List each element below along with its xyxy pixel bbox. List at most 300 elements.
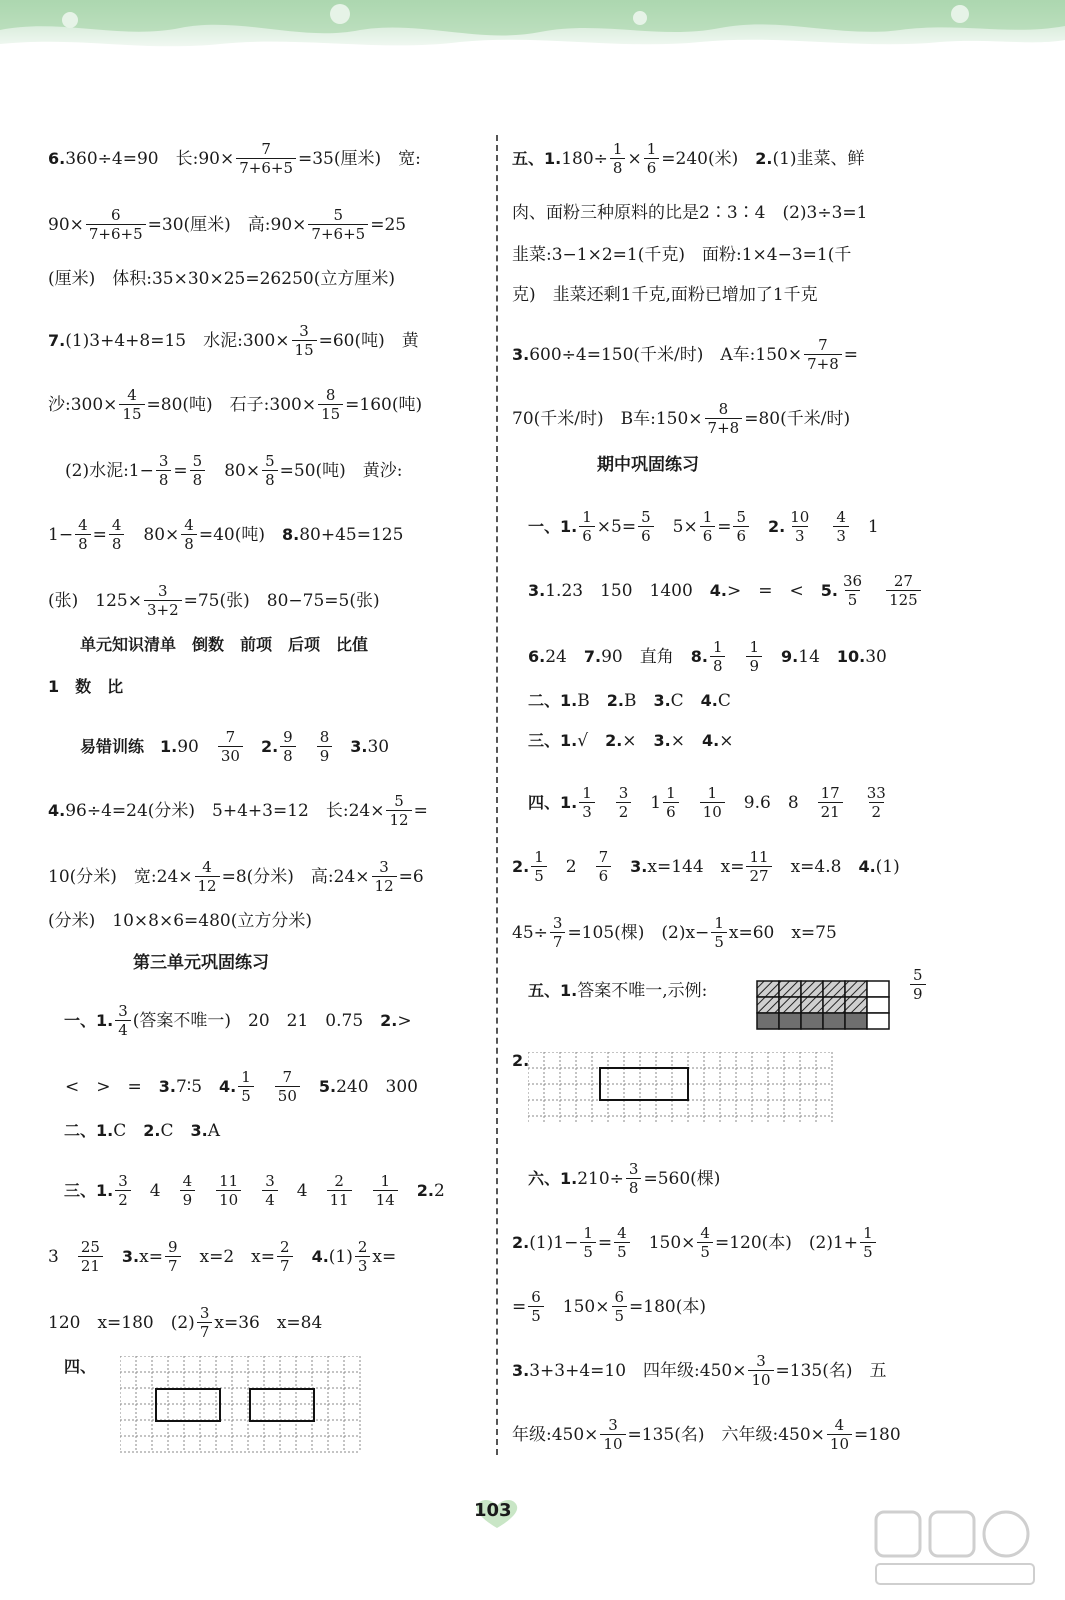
answer-line [512, 1288, 706, 1325]
fraction [144, 582, 182, 619]
answer-text: 150× [545, 1296, 610, 1317]
fraction-numerator: 4 [184, 516, 194, 534]
fraction-denominator: 2 [869, 802, 885, 821]
fraction-denominator: 7+8 [705, 418, 743, 437]
fraction-denominator: 21 [78, 1256, 103, 1275]
fraction [596, 848, 612, 885]
fraction [373, 1172, 398, 1209]
question-number: 7. [48, 330, 66, 350]
fraction-numerator: 3 [158, 582, 168, 600]
fraction-numerator: 1 [702, 508, 713, 526]
answer-text: 年级:450× [512, 1424, 599, 1445]
fraction-denominator: 10 [748, 1370, 773, 1389]
fraction-numerator: 3 [618, 784, 629, 802]
answer-text: = [173, 460, 188, 481]
question-number: 2. [512, 856, 530, 876]
fraction-numerator: 1 [714, 914, 724, 932]
fraction-denominator: 3 [833, 526, 849, 545]
answer-line [512, 1224, 878, 1261]
answer-text: 24 [545, 646, 584, 667]
question-number: 四、 [48, 1357, 97, 1376]
question-number: 二、1. [512, 691, 578, 710]
grid-cell [801, 1013, 823, 1029]
answer-text: 90 直角 [601, 646, 691, 667]
answer-text [243, 1180, 260, 1202]
answer-text: 96÷4=24(分米) 5+4+3=12 长:24× [65, 800, 385, 821]
fraction [787, 508, 812, 545]
answer-text: =75(张) 80−75=5(张) [183, 590, 380, 611]
answer-text: C [113, 1121, 144, 1141]
fraction-denominator: 30 [218, 746, 243, 765]
question-number: 4. [702, 731, 720, 750]
answer-text: =30(厘米) 高:90× [147, 214, 307, 235]
question-number: 三、1. [48, 1180, 114, 1200]
question-number: 4. [219, 1076, 237, 1096]
fraction-numerator: 5 [333, 206, 344, 224]
fraction [165, 1238, 181, 1275]
fraction-numerator: 3 [265, 1172, 275, 1190]
answer-text: > [397, 1010, 412, 1031]
fraction [292, 322, 317, 359]
question-number: 3. [512, 1360, 530, 1380]
answer-text: × [622, 731, 654, 751]
answer-line [48, 1238, 396, 1275]
fraction-denominator: 9 [180, 1190, 196, 1209]
fraction-denominator: 7+6+5 [86, 224, 146, 243]
fraction-denominator: 8 [610, 158, 626, 177]
answer-text: 80× [126, 524, 180, 545]
fraction-denominator: 15 [119, 404, 144, 423]
rectangle-shape-1 [156, 1389, 220, 1421]
answer-text: (张) 125× [48, 590, 142, 611]
question-number: 8. [281, 524, 300, 544]
question-number: 10. [836, 646, 866, 666]
fraction-numerator: 4 [834, 1416, 845, 1434]
answer-text: 30 [367, 736, 390, 757]
answer-line [48, 140, 421, 177]
shaded-fraction-answer [908, 966, 928, 1003]
question-number: 一、1. [48, 1010, 114, 1030]
answer-line [48, 676, 123, 698]
fraction-numerator: 7 [225, 728, 236, 746]
fraction-denominator: 6 [596, 866, 612, 885]
answer-text: 210÷ [577, 1168, 624, 1189]
answer-text: =560(棵) [643, 1168, 721, 1189]
question-number: 4. [700, 691, 718, 710]
answer-line [48, 1304, 322, 1341]
answer-text: > = < [727, 580, 821, 601]
answer-text: x=144 x= [647, 856, 745, 877]
answer-text: = [597, 1232, 613, 1253]
fraction-denominator: 3 [579, 802, 595, 821]
answer-line [512, 690, 731, 712]
answer-line [512, 400, 850, 437]
fraction [746, 848, 771, 885]
grid-cell [779, 981, 801, 997]
answer-text [845, 792, 862, 814]
fraction-denominator: 6 [644, 158, 660, 177]
answer-text: =135(名) 六年级:450× [627, 1424, 825, 1445]
fraction [579, 784, 595, 821]
fraction-denominator: 8 [75, 534, 91, 553]
fraction [550, 914, 566, 951]
fraction [277, 1238, 293, 1275]
fraction [275, 1068, 300, 1105]
fraction-numerator: 6 [111, 206, 121, 224]
fraction-numerator: 8 [718, 400, 729, 418]
answer-line [48, 728, 389, 765]
fraction-denominator: 12 [195, 876, 220, 895]
question-number: 3. [334, 736, 368, 756]
answer-text: x=4.8 [773, 856, 859, 877]
answer-text: 5× [655, 516, 698, 537]
answer-text: 600÷4=150(千米/时) A车:150× [529, 344, 803, 365]
answer-text: = [413, 800, 428, 821]
fraction-numerator: 2 [357, 1238, 368, 1256]
answer-line [48, 582, 380, 619]
fraction-numerator: 7 [818, 336, 828, 354]
fraction [700, 784, 725, 821]
fraction [355, 1238, 371, 1275]
answer-text: 1.23 150 1400 [545, 580, 710, 601]
fraction-numerator: 11 [749, 848, 769, 866]
fraction-denominator: 5 [580, 1242, 596, 1261]
fraction-numerator: 3 [199, 1304, 210, 1322]
fraction-denominator: 5 [531, 866, 547, 885]
question-number: 二、1. [48, 1121, 114, 1140]
answer-line [48, 1172, 445, 1209]
answer-line [512, 284, 818, 306]
fraction-denominator: 12 [372, 876, 397, 895]
fraction [711, 914, 727, 951]
fraction [528, 1288, 544, 1325]
answer-text: C [160, 1121, 191, 1141]
question-number: 3. [630, 856, 648, 876]
fraction-numerator: 1 [534, 848, 544, 866]
fraction-numerator: 36 [842, 572, 863, 590]
answer-text: (1)1− [529, 1232, 579, 1253]
answer-text: 180÷ [561, 148, 608, 169]
answer-line [48, 268, 395, 290]
fraction-denominator: 2 [616, 802, 632, 821]
fraction-numerator: 27 [893, 572, 913, 590]
answer-line [512, 572, 923, 609]
answer-text: 80+45=125 [299, 524, 404, 545]
fraction-numerator: 2 [334, 1172, 344, 1190]
answer-text: x=60 x=75 [728, 922, 837, 943]
answer-text: = [843, 344, 859, 365]
fraction-denominator: 8 [262, 470, 278, 489]
fraction [86, 206, 146, 243]
question-number: 3. [653, 731, 671, 750]
answer-line [48, 858, 424, 895]
answer-text: (1) [875, 856, 900, 877]
answer-line [48, 206, 406, 243]
answer-line [48, 1356, 96, 1378]
fraction-denominator: 12 [386, 810, 411, 829]
fraction-denominator: 7 [277, 1256, 293, 1275]
fraction-numerator: 2 [280, 1238, 290, 1256]
fraction [612, 1288, 628, 1325]
fraction-numerator: 5 [641, 508, 651, 526]
grid-figure-rectangles [120, 1356, 366, 1454]
question-number: 9. [781, 646, 799, 666]
answer-line [512, 638, 887, 675]
answer-text: 韭菜:3−1×2=1(千克) 面粉:1×4−3=1(千 [512, 245, 852, 265]
answer-text: 沙:300× [48, 394, 118, 415]
answer-line [48, 386, 422, 423]
grid-cell [757, 1013, 779, 1029]
answer-text: 150× [631, 1232, 696, 1253]
fraction-denominator: 6 [579, 526, 595, 545]
answer-line [512, 1050, 529, 1072]
answer-text: (1)3+4+8=15 水泥:300× [65, 330, 290, 351]
fraction-numerator: 4 [127, 386, 137, 404]
question-number: 四、1. [512, 792, 578, 812]
fraction-denominator: 10 [827, 1434, 852, 1453]
fraction-numerator: 8 [319, 728, 330, 746]
fraction-denominator: 9 [746, 656, 762, 675]
fraction [804, 336, 842, 373]
question-number: 8. [690, 646, 708, 666]
fraction-numerator: 1 [863, 1224, 873, 1242]
question-number: 2. [143, 1121, 161, 1140]
page-number: 103 [474, 1500, 512, 1521]
answer-text: =80(千米/时) [744, 408, 851, 429]
answer-line [512, 784, 891, 821]
answer-text: (2)水泥:1− [48, 460, 154, 481]
fraction: $\frac{5}{9}$ [910, 966, 926, 1003]
top-banner-decoration [0, 0, 1065, 60]
fraction-denominator: 10 [700, 802, 725, 821]
grid-cell [757, 997, 779, 1013]
answer-text: 120 x=180 (2) [48, 1312, 195, 1333]
fraction-numerator: 1 [666, 784, 676, 802]
fraction-denominator: 7 [550, 932, 566, 951]
answer-text [764, 646, 781, 668]
grid-cell [845, 1013, 867, 1029]
question-number: 2. [380, 1010, 398, 1030]
question-number: 4. [311, 1246, 329, 1266]
fraction-denominator: 8 [280, 746, 296, 765]
answer-text: 80× [207, 460, 261, 481]
grid-cell [867, 997, 889, 1013]
grid-cell [757, 981, 779, 997]
answer-line [512, 508, 879, 545]
answer-text: = [717, 516, 732, 537]
fraction-denominator: 2 [115, 1190, 131, 1209]
watermark-logo [872, 1508, 1037, 1588]
fraction-numerator: 1 [712, 638, 723, 656]
fraction [827, 1416, 852, 1453]
answer-text: B [577, 691, 607, 711]
question-number: 6. [512, 646, 546, 666]
answer-text: 240 300 [336, 1076, 418, 1097]
fraction-numerator: 7 [282, 1068, 293, 1086]
grid-cell [823, 997, 845, 1013]
fraction [864, 784, 889, 821]
answer-text: 10(分米) 宽:24× [48, 866, 193, 887]
rectangle-shape-2 [250, 1389, 314, 1421]
question-number: 2. [416, 1180, 435, 1200]
answer-line [512, 336, 858, 373]
grid-cell [801, 981, 823, 997]
answer-text: =50(吨) 黄沙: [279, 460, 403, 481]
answer-text: 14 [798, 646, 837, 667]
question-number: 单元知识清单 倒数 前项 后项 比值 [48, 635, 369, 654]
fraction [600, 1416, 625, 1453]
answer-text [681, 792, 698, 814]
fraction [75, 516, 91, 553]
fraction [156, 452, 172, 489]
answer-text: < > = [48, 1076, 159, 1097]
fraction [280, 728, 296, 765]
fraction-numerator: 17 [820, 784, 840, 802]
answer-text: (答案不唯一) 20 21 0.75 [132, 1010, 381, 1031]
answer-text: =6 [398, 866, 424, 887]
fraction [614, 1224, 630, 1261]
fraction-denominator: 4 [115, 1020, 131, 1039]
fraction-numerator: 5 [394, 792, 404, 810]
fraction-numerator: 4 [202, 858, 212, 876]
fraction-numerator: 7 [598, 848, 609, 866]
answer-text: =25 [370, 214, 407, 235]
fraction [531, 848, 547, 885]
fraction [115, 1002, 131, 1039]
answer-text: =35(厘米) 宽: [298, 148, 421, 169]
answer-text: √ [577, 731, 606, 751]
fraction [746, 638, 762, 675]
fraction [626, 1160, 642, 1197]
grid-cell [845, 981, 867, 997]
fraction-denominator: 21 [818, 802, 843, 821]
question-number: 3. [653, 691, 671, 710]
fraction-numerator: 3 [608, 1416, 618, 1434]
answer-text: 2 [548, 856, 594, 877]
question-number: 五、1. [512, 148, 562, 168]
question-number: 2. [755, 148, 773, 168]
answer-text: (厘米) 体积:35×30×25=26250(立方厘米) [48, 269, 395, 289]
fraction-denominator: 50 [275, 1086, 300, 1105]
answer-line [48, 910, 312, 932]
fraction-numerator: 9 [283, 728, 293, 746]
answer-text: 45÷ [512, 922, 548, 943]
fraction [580, 1224, 596, 1261]
fraction-numerator: 4 [617, 1224, 627, 1242]
fraction [78, 1238, 103, 1275]
question-number: 三、1. [512, 731, 578, 750]
answer-line [48, 516, 403, 553]
answer-text: 1 [633, 792, 662, 813]
fraction-numerator: 1 [612, 140, 623, 158]
answer-text: =120(本) (2)1+ [714, 1232, 859, 1253]
answer-text: 7∶5 [175, 1076, 220, 1097]
fraction [710, 638, 726, 675]
fraction [886, 572, 921, 609]
question-number: 易错训练 1. [48, 736, 178, 756]
fraction [236, 140, 296, 177]
grid-cell [823, 1013, 845, 1029]
fraction-denominator: 10 [216, 1190, 241, 1209]
fraction-numerator: 7 [261, 140, 271, 158]
fraction-numerator: 3 [628, 1160, 639, 1178]
fraction-denominator: 6 [638, 526, 654, 545]
fraction [262, 1172, 278, 1209]
fraction [308, 206, 368, 243]
fraction-numerator: 10 [790, 508, 810, 526]
answer-line [48, 1120, 220, 1142]
answer-text: =180 [854, 1424, 901, 1445]
answer-text: 9.6 8 [726, 792, 816, 813]
answer-text [197, 1180, 214, 1202]
answer-line [512, 730, 733, 752]
answer-text: x= [139, 1246, 163, 1267]
fraction [109, 516, 125, 553]
fraction [190, 452, 206, 489]
fraction-numerator: 3 [158, 452, 169, 470]
answer-line [512, 1352, 887, 1389]
fraction-numerator: 25 [80, 1238, 100, 1256]
fraction-denominator: 4 [262, 1190, 278, 1209]
answer-text: × [719, 731, 734, 751]
fraction-denominator: 3+2 [144, 600, 182, 619]
answer-text: 克) 韭菜还剩1千克,面粉已增加了1千克 [512, 285, 818, 305]
answer-text: =40(吨) [198, 524, 282, 545]
question-number: 3. [158, 1076, 176, 1096]
fraction [195, 858, 220, 895]
question-number: 1 数 比 [48, 677, 124, 696]
answer-text [400, 1180, 417, 1202]
answer-line [512, 914, 837, 951]
fraction-denominator: 5 [845, 590, 861, 609]
fraction-denominator: 8 [181, 534, 197, 553]
answer-text: =160(吨) [345, 394, 423, 415]
fraction-denominator: 5 [860, 1242, 876, 1261]
answer-text: B [623, 691, 654, 711]
answer-text: 3+3+4=10 四年级:450× [529, 1360, 747, 1381]
fraction-denominator: 8 [190, 470, 206, 489]
answer-text [814, 516, 831, 538]
answer-line [48, 952, 269, 974]
answer-text: (1) [328, 1246, 353, 1267]
answer-text: 4 [279, 1180, 325, 1201]
grid-cell [867, 981, 889, 997]
fraction-numerator: 5 [265, 452, 275, 470]
fraction-numerator: 1 [582, 508, 592, 526]
fraction-numerator: 1 [241, 1068, 251, 1086]
answer-text [105, 1246, 122, 1268]
fraction-denominator: 7 [197, 1322, 213, 1341]
question-number: 3. [512, 580, 546, 600]
fraction-numerator: 1 [583, 1224, 593, 1242]
question-number: 3. [512, 344, 530, 364]
fraction [638, 508, 654, 545]
answer-text [751, 516, 768, 538]
answer-text [613, 856, 630, 878]
fraction [372, 858, 397, 895]
fraction-numerator: 5 [736, 508, 747, 526]
answer-text: =240(米) [661, 148, 756, 169]
fraction [327, 1172, 352, 1209]
fraction-denominator: 5 [528, 1306, 544, 1325]
answer-text [597, 792, 614, 814]
fraction-numerator: 4 [78, 516, 88, 534]
fraction-numerator: 3 [379, 858, 389, 876]
answer-line [48, 1002, 412, 1039]
fraction-numerator: 9 [167, 1238, 178, 1256]
fraction-numerator: 4 [182, 1172, 193, 1190]
fraction [840, 572, 865, 609]
